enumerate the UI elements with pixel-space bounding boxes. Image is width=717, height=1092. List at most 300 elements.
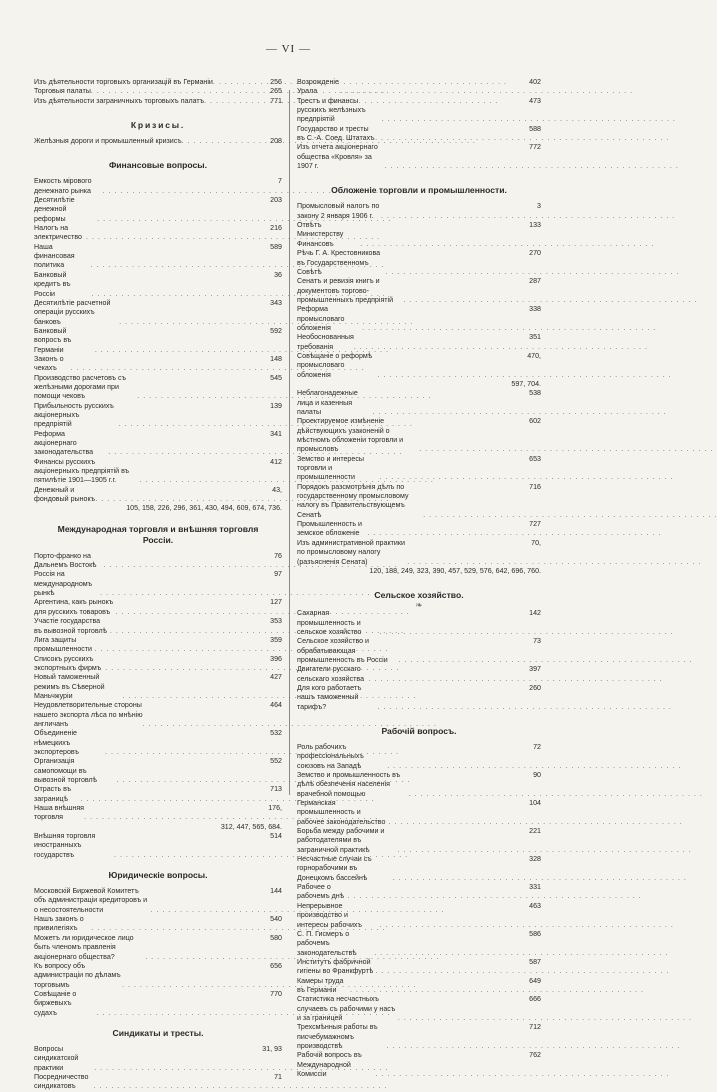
dot-leader <box>362 324 527 333</box>
toc-entry[interactable] <box>34 990 282 1018</box>
entry-continuation: 312, 447, 565, 684. <box>220 822 282 831</box>
dot-leader <box>378 703 527 712</box>
entry-title: Налогъ на электричество <box>34 224 82 242</box>
entry-page: 473 <box>529 96 541 105</box>
entry-page: 343 <box>270 298 282 307</box>
entry-title: Сахарная промышленность и сельское хозяйство <box>297 609 362 636</box>
entry-page: 43, <box>272 485 282 494</box>
toc-entry[interactable] <box>297 977 541 996</box>
agriculture-entries <box>297 609 541 712</box>
entry-page: 203 <box>270 196 282 205</box>
right-top-entries <box>297 78 541 171</box>
entry-title: Статистика несчастныхъ случаевъ съ рабочими у насъ и за границей <box>297 995 396 1022</box>
entry-title: Рабочій вопросъ въ Международной Комиссіи <box>297 1051 362 1078</box>
dot-leader <box>374 949 527 958</box>
entry-title: Борьба между рабочими и работодателями въ заграничной практикѣ <box>297 827 385 854</box>
dot-leader <box>108 448 268 457</box>
entry-page: 72 <box>533 742 541 751</box>
dot-leader <box>122 981 268 990</box>
entry-title: Земство и промышленность въ дѣлѣ обезпеченія населенія врачебной помощью <box>297 771 401 798</box>
entry-title: Реформа акціонернаго законодательства <box>34 429 94 457</box>
entry-page: 139 <box>270 401 282 410</box>
dot-leader <box>94 1082 273 1091</box>
toc-entry[interactable] <box>34 915 282 934</box>
entry-page: 341 <box>270 429 282 438</box>
entry-title: Новый таможенный режимъ въ Сѣверной Маньчжуріи <box>34 673 105 700</box>
entry-title: Емкость мірового денежнаго рынка <box>34 177 92 195</box>
dot-leader <box>380 628 528 637</box>
entry-page: 133 <box>529 221 541 230</box>
entry-title: Рабочее о рабочемъ днѣ <box>297 883 345 901</box>
entry-title: Изъ административной практики по промысловому налогу (разъясненія Сената) <box>297 538 405 566</box>
dot-leader <box>375 1070 527 1079</box>
toc-entry[interactable] <box>297 995 541 1023</box>
entry-title: Неудовлетворительные стороны нашего экспорта лѣса по мнѣнію англичанъ <box>34 701 143 728</box>
dot-leader <box>350 986 527 995</box>
toc-entry[interactable] <box>297 277 541 305</box>
toc-entry[interactable] <box>34 97 282 106</box>
dot-leader <box>403 296 527 305</box>
entry-title: Изъ дѣятельности торговыхъ организацій въ Германіи <box>34 78 213 86</box>
entry-page: 716 <box>529 482 541 491</box>
dot-leader <box>373 408 528 417</box>
right-column <box>297 78 541 1079</box>
entry-page: 762 <box>529 1051 541 1060</box>
dot-leader <box>339 87 527 96</box>
dot-leader <box>393 874 527 883</box>
section-heading-taxation: Обложеніе торговли и промышленности. <box>331 185 507 196</box>
entry-page: 287 <box>529 277 541 286</box>
dot-leader <box>103 187 276 196</box>
toc-entry[interactable] <box>34 617 282 636</box>
dot-leader <box>385 268 527 277</box>
entry-title: Роль рабочихъ профессіональныхъ союзовъ на Западѣ <box>297 742 364 770</box>
column-divider <box>289 90 290 795</box>
toc-entry[interactable] <box>34 636 282 655</box>
entry-page: 666 <box>529 995 541 1004</box>
finance-entries <box>34 177 282 504</box>
entry-title: Государство и тресты въ С.-А. Соед. Штатахъ <box>297 124 375 143</box>
toc-entry[interactable] <box>297 221 541 249</box>
toc-entry[interactable] <box>34 177 282 196</box>
entry-page: 653 <box>529 454 541 463</box>
dot-leader <box>119 420 268 429</box>
entry-title: Неблагонадежные лица и казенныя палаты <box>297 389 358 416</box>
dot-leader <box>140 476 268 485</box>
entry-page: 712 <box>529 1023 541 1032</box>
entry-title: Россія на международномъ рынкѣ <box>34 570 93 598</box>
entry-title: Банковый вопросъ въ Германіи <box>34 326 72 354</box>
toc-entry[interactable] <box>34 552 282 571</box>
entry-page: 3 <box>537 202 541 211</box>
entry-page: 270 <box>529 249 541 258</box>
entry-title: Финансы русскихъ акціонерныхъ предпріятій въ пятилѣтіе 1901—1905 г.г. <box>34 457 130 485</box>
dot-leader <box>137 392 268 401</box>
entry-page: 221 <box>529 827 541 836</box>
dot-leader <box>381 212 535 221</box>
dot-leader <box>360 240 527 249</box>
dot-leader <box>354 343 527 352</box>
entry-title: Десятилѣтіе денежной реформы <box>34 196 75 223</box>
toc-entry[interactable] <box>297 483 541 520</box>
toc-entry[interactable] <box>34 962 282 990</box>
entry-page: 586 <box>529 929 541 938</box>
entry-title: Трестъ и финансы русскихъ желѣзныхъ предпріятій <box>297 96 366 124</box>
dot-leader <box>145 953 268 962</box>
entry-page: 713 <box>270 785 282 794</box>
dot-leader <box>419 445 527 454</box>
entry-page: 540 <box>270 915 282 924</box>
toc-entry[interactable] <box>34 299 282 327</box>
toc-entry[interactable] <box>297 78 541 97</box>
entry-page: 588 <box>529 124 541 133</box>
entry-page: 104 <box>529 799 541 808</box>
entry-title: Наша внѣшняя торговля <box>34 804 84 822</box>
entry-title: Камеры труда въ Германіи <box>297 976 344 994</box>
toc-entry[interactable] <box>34 402 282 430</box>
toc-entry[interactable] <box>34 78 282 87</box>
dot-leader <box>105 748 268 757</box>
section-heading-crises: Кризисы. <box>130 120 186 131</box>
entry-page: 144 <box>270 887 282 896</box>
trade-entries <box>34 552 282 823</box>
entry-page: 538 <box>529 389 541 398</box>
toc-entry[interactable] <box>297 305 541 333</box>
entry-title: Совѣщаніе о реформѣ промысловаго обложенія <box>297 351 373 379</box>
dot-leader <box>399 656 532 665</box>
dot-leader <box>379 473 527 482</box>
ornament-icon: ❧ <box>415 600 423 611</box>
entry-page: 31, 93 <box>262 1044 282 1053</box>
dot-leader <box>90 261 268 270</box>
toc-entry[interactable] <box>34 243 282 271</box>
entry-title: С. П. Гисмеръ о рабочемъ законодательствѣ <box>297 929 357 957</box>
dot-leader <box>104 561 273 570</box>
dot-leader <box>398 1014 527 1023</box>
toc-entry[interactable] <box>297 455 541 483</box>
toc-entry[interactable] <box>297 143 541 171</box>
entry-title: Непрерывное производство и интересы рабочихъ <box>297 901 362 929</box>
entry-page: 76 <box>274 551 282 560</box>
dot-leader <box>369 675 528 684</box>
entry-page: 427 <box>270 673 282 682</box>
entry-page: 412 <box>270 457 282 466</box>
toc-entry[interactable] <box>34 87 282 96</box>
dot-leader <box>182 137 268 146</box>
dot-leader <box>398 846 528 855</box>
entry-title: Отрасть въ заграницѣ <box>34 785 72 803</box>
dot-leader <box>95 346 268 355</box>
toc-entry[interactable] <box>297 202 541 221</box>
entry-continuation: 597, 704. <box>511 379 541 388</box>
entry-page: 338 <box>529 305 541 314</box>
entry-page: 148 <box>270 354 282 363</box>
entry-page: 73 <box>533 637 541 646</box>
toc-entry[interactable] <box>297 125 541 144</box>
toc-entry[interactable] <box>297 539 541 567</box>
entry-page: 97 <box>274 570 282 579</box>
entry-page: 142 <box>529 609 541 618</box>
entry-title: Лига защиты промышленности <box>34 635 93 654</box>
dot-leader <box>407 558 529 567</box>
dot-leader <box>375 967 527 976</box>
toc-entry[interactable] <box>34 1073 282 1092</box>
toc-entry[interactable] <box>297 684 541 712</box>
dot-leader <box>348 892 528 901</box>
toc-entry[interactable] <box>34 832 282 860</box>
toc-entry[interactable] <box>297 665 541 684</box>
toc-entry[interactable] <box>34 458 282 486</box>
legal-entries <box>34 887 282 1018</box>
section-heading-labour: Рабочій вопросъ. <box>381 725 457 736</box>
dot-leader <box>91 924 268 933</box>
entry-page: 772 <box>529 143 541 152</box>
entry-page: 353 <box>270 617 282 626</box>
toc-entry[interactable] <box>297 1051 541 1079</box>
section-heading-finance: Финансовые вопросы. <box>108 160 208 171</box>
entry-page: 532 <box>270 729 282 738</box>
entry-page: 90 <box>533 771 541 779</box>
section-heading-trade: Международная торговля и внѣшняя торговля Россіи. <box>57 523 259 545</box>
entry-continuation: 105, 158, 226, 296, 361, 430, 494, 609, 674, 736. <box>126 504 282 513</box>
entry-title: Несчастные случаи съ горнорабочими въ Донецкомъ бассейнѣ <box>297 855 372 882</box>
dot-leader <box>213 78 268 87</box>
entry-page: 331 <box>529 883 541 892</box>
entry-page: 260 <box>529 683 541 692</box>
toc-entry[interactable] <box>34 804 282 823</box>
toc-entry[interactable] <box>34 887 282 915</box>
toc-entry[interactable] <box>34 196 282 224</box>
entry-title: Банковый кредитъ въ Россіи <box>34 270 71 298</box>
toc-entry[interactable] <box>297 743 541 771</box>
entry-title: Трехсмѣнныя работы въ писчебумажномъ производствѣ <box>297 1023 378 1050</box>
toc-entry[interactable] <box>297 417 541 454</box>
entry-title: Участіе государства въ вывозной торговлѣ <box>34 617 107 635</box>
entry-title: Внѣшняя торговля иностранныхъ государствъ <box>34 832 96 859</box>
entry-title: Объединеніе нѣмецкихъ экспортеровъ <box>34 729 79 756</box>
entry-page: 208 <box>270 137 282 146</box>
toc-entry[interactable] <box>297 389 541 417</box>
entry-page: 580 <box>270 933 282 942</box>
toc-entry[interactable] <box>297 520 541 539</box>
entry-title: Законъ о чекахъ <box>34 354 64 373</box>
entry-continuation: 120, 188, 249, 323, 390, 457, 529, 576, 642, 696, 760. <box>369 566 541 575</box>
entry-title: Наша финансовая политика <box>34 242 75 270</box>
toc-entry[interactable] <box>297 333 541 352</box>
section-heading-agriculture: Сельское хозяйство. <box>374 590 464 601</box>
entry-title: Возрожденіе Урала <box>297 78 339 96</box>
toc-entry[interactable] <box>34 598 282 617</box>
entry-page: 7 <box>278 177 282 186</box>
toc-entry[interactable] <box>297 958 541 977</box>
toc-entry[interactable] <box>34 486 282 505</box>
dot-leader <box>122 692 268 701</box>
taxation-entries <box>297 202 541 380</box>
entry-page: 514 <box>270 832 282 841</box>
page-number: — VI — <box>266 43 311 55</box>
toc-entry[interactable] <box>297 249 541 277</box>
entry-page: 36 <box>274 270 282 279</box>
dot-leader <box>150 906 268 915</box>
toc-entry[interactable] <box>297 771 541 799</box>
dot-leader <box>96 1009 268 1018</box>
dot-leader <box>97 215 268 224</box>
section-heading-syndicates: Синдикаты и тресты. <box>112 1027 204 1038</box>
taxation-entries-after <box>297 389 541 567</box>
dot-leader <box>204 97 268 106</box>
toc-entry[interactable] <box>34 1045 282 1073</box>
dot-leader <box>117 776 269 785</box>
entry-title: Необоснованныя требованія <box>297 333 354 351</box>
entry-title: Десятилѣтіе расчетной операціи русскихъ банковъ <box>34 298 111 326</box>
entry-title: Торговыя палаты <box>34 87 91 96</box>
entry-page: 127 <box>270 598 282 607</box>
entry-title: Промышленность и земское обложеніе <box>297 520 362 538</box>
entry-title: Для кого работаетъ нашъ таможенный тарифъ? <box>297 683 362 711</box>
dot-leader <box>110 627 268 636</box>
entry-page: 396 <box>270 654 282 663</box>
dot-leader <box>378 371 526 380</box>
entry-title: Сенатъ и ревизія книгъ и документовъ торгово-промышленныхъ предпріятій <box>297 277 394 304</box>
dot-leader <box>92 290 272 299</box>
labour-entries <box>297 743 541 1079</box>
entry-title: Германская промышленность и рабочее законодательство <box>297 799 386 826</box>
dot-leader <box>100 589 272 598</box>
toc-entry[interactable] <box>297 609 541 637</box>
entry-title: Изъ дѣятельности заграничныхъ торговыхъ палатъ <box>34 96 205 105</box>
toc-entry[interactable] <box>34 934 282 962</box>
left-column <box>34 78 282 1092</box>
entry-page: 70, <box>531 538 541 547</box>
dot-leader <box>386 1042 527 1051</box>
toc-entry[interactable] <box>34 673 282 701</box>
entry-page: 216 <box>270 224 282 233</box>
dot-leader <box>385 162 527 171</box>
entry-title: Къ вопросу объ администраціи по дѣламъ торговымъ <box>34 961 121 989</box>
entry-title: Промысловый налогъ по закону 2 января 1906 г. <box>297 202 380 220</box>
entry-page: 649 <box>529 976 541 985</box>
toc-entry[interactable] <box>34 224 282 243</box>
entry-title: Земство и интересы торговли и промышленности <box>297 454 364 482</box>
section-heading-legal: Юридическіе вопросы. <box>108 870 208 881</box>
entry-page: 328 <box>529 855 541 864</box>
entry-title: Посредничество синдикатовъ <box>34 1072 89 1091</box>
toc-entry[interactable] <box>297 902 541 930</box>
toc-entry[interactable] <box>297 637 541 665</box>
dot-leader <box>116 608 269 617</box>
toc-entry[interactable] <box>34 655 282 674</box>
toc-entry[interactable] <box>34 137 282 146</box>
dot-leader <box>367 529 527 538</box>
entry-title: Изъ отчета акціонернаго общества «Кровля» за 1907 г. <box>297 143 378 171</box>
entry-page: 727 <box>529 520 541 529</box>
toc-entry[interactable] <box>297 97 541 125</box>
entry-title: Московскій Биржевой Комитетъ объ администраціи кредиторовъ и о несостоятельности <box>34 887 148 914</box>
entry-page: 552 <box>270 757 282 766</box>
dot-leader <box>71 364 269 373</box>
entry-title: Организація самопомощи въ вывозной торговлѣ <box>34 757 97 784</box>
entry-title: Списокъ русскихъ экспортныхъ фирмъ <box>34 654 102 672</box>
entry-page: 359 <box>270 635 282 644</box>
entry-page: 656 <box>270 961 282 970</box>
entry-page: 463 <box>529 901 541 910</box>
toc-entry[interactable] <box>34 271 282 299</box>
entry-title: Нашъ законъ о привилегіяхъ <box>34 915 84 933</box>
toc-entry[interactable] <box>34 757 282 785</box>
toc-entry[interactable] <box>34 355 282 374</box>
dot-leader <box>86 233 268 242</box>
entry-page: 545 <box>270 373 282 382</box>
toc-entry[interactable] <box>34 374 282 402</box>
trade-entries-after <box>34 832 282 860</box>
toc-entry[interactable] <box>34 701 282 729</box>
toc-entry[interactable] <box>297 855 541 883</box>
entry-page: 470, <box>527 351 541 360</box>
toc-entry[interactable] <box>297 883 541 902</box>
dot-leader <box>81 795 269 804</box>
toc-entry[interactable] <box>34 729 282 757</box>
dot-leader <box>380 921 527 930</box>
dot-leader <box>114 851 268 860</box>
toc-entry[interactable] <box>34 430 282 458</box>
entry-title: Отвѣтъ Министерству Финансовъ <box>297 221 344 248</box>
entry-title: Вопросы синдикатской практики <box>34 1044 79 1072</box>
entry-page: 265 <box>270 87 282 96</box>
entry-page: 771 <box>270 96 282 105</box>
entry-title: Порто-франко на Дальнемъ Востокѣ <box>34 551 97 570</box>
toc-entry[interactable] <box>297 930 541 958</box>
entry-title: Желѣзныя дороги и промышленный кризисъ <box>34 137 182 146</box>
entry-title: Денежный и фондовый рынокъ <box>34 485 96 504</box>
toc-entry[interactable] <box>34 327 282 355</box>
toc-entry[interactable] <box>297 799 541 827</box>
dot-leader <box>382 115 527 124</box>
toc-entry[interactable] <box>297 352 541 380</box>
entry-page: 256 <box>270 78 282 86</box>
entry-title: Двигатели русскаго сельскаго хозяйства <box>297 665 365 683</box>
toc-entry[interactable] <box>297 1023 541 1051</box>
toc-entry[interactable] <box>34 785 282 804</box>
dot-leader <box>105 664 268 673</box>
entry-title: Проектируемое измѣненіе дѣйствующихъ узаконеній о мѣстномъ обложеніи торговли и промысловъ <box>297 417 404 454</box>
entry-page: 589 <box>270 242 282 251</box>
entry-title: Реформа промысловаго обложенія <box>297 305 345 332</box>
syndicate-entries <box>34 1045 282 1092</box>
entry-title: Можетъ ли юридическое лицо быть членомъ правленія акціонернаго общества? <box>34 933 134 961</box>
entry-page: 770 <box>270 989 282 998</box>
toc-entry[interactable] <box>34 570 282 598</box>
dot-leader <box>143 720 268 729</box>
dot-leader <box>375 134 527 143</box>
entry-title: Совѣщаніе о биржевыхъ судахъ <box>34 989 77 1017</box>
dot-leader <box>423 511 527 520</box>
dot-leader <box>94 1064 260 1073</box>
entry-page: 602 <box>529 417 541 426</box>
entry-title: Сельское хозяйство и обрабатывающая промышленность въ Россіи <box>297 637 388 664</box>
dot-leader <box>387 762 531 771</box>
toc-entry[interactable] <box>297 827 541 855</box>
entry-title: Институтъ фабричной гигіены во Франкфуртѣ <box>297 957 374 976</box>
entry-page: 71 <box>274 1072 282 1081</box>
dot-leader <box>91 87 268 96</box>
entry-title: Порядокъ разсмотрѣнія дѣлъ по государственному промысловому налогу въ Правительствующемъ Сенатѣ <box>297 482 409 519</box>
entry-page: 592 <box>270 326 282 335</box>
entry-title: Производство расчетовъ съ желѣзными дорогами при помощи чековъ <box>34 373 127 401</box>
entry-title: Рѣчь Г. А. Крестовникова въ Государственномъ Совѣтѣ <box>297 249 381 276</box>
entry-page: 464 <box>270 701 282 710</box>
dot-leader <box>119 318 268 327</box>
dot-leader <box>84 813 266 822</box>
